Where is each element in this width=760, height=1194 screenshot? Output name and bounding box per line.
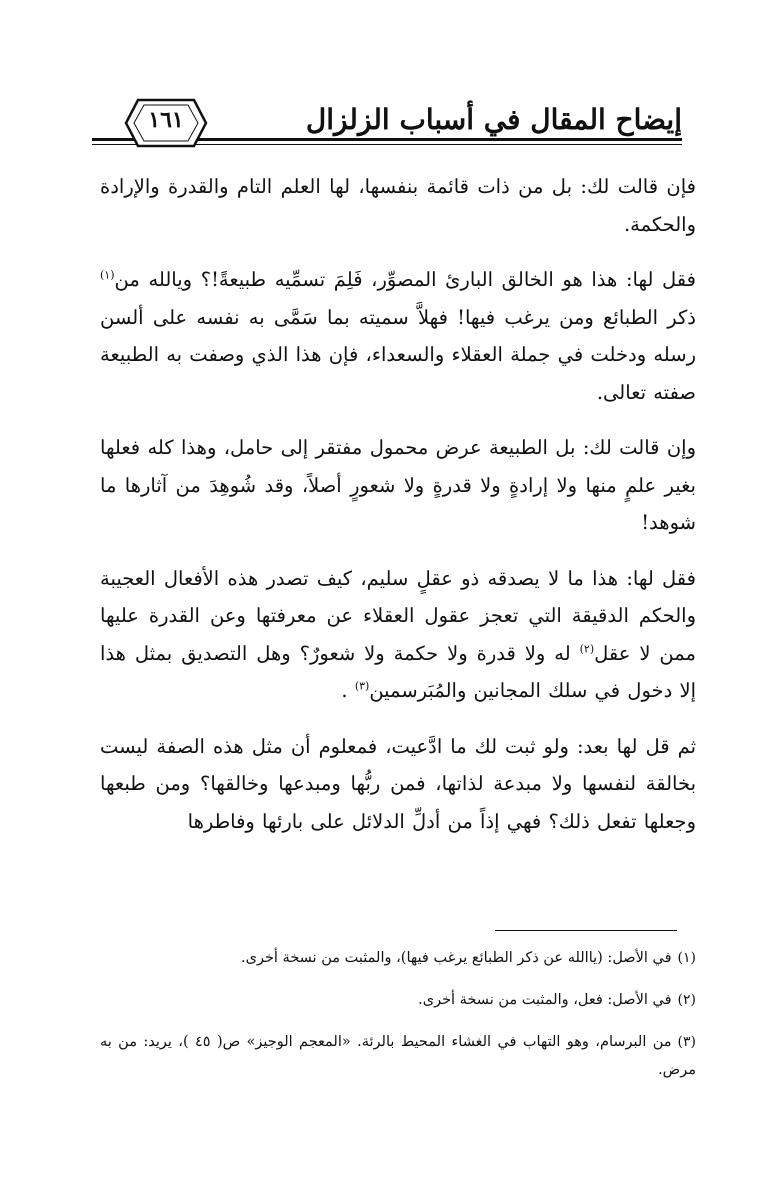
footnote-text: في الأصل: (ياالله عن ذكر الطبائع يرغب فيها)، والمثبت من نسخة أخرى. — [240, 950, 672, 966]
paragraph-4-text-b: له ولا قدرة ولا حكمة ولا شعورٌ؟ وهل التصديق بمثل هذا إلا دخول في سلك المجانين والمُبَرسمين — [100, 641, 696, 702]
page-number-badge — [120, 94, 212, 152]
footnote-2 — [100, 986, 696, 1014]
paragraph-2 — [100, 261, 696, 411]
page-number: ١٦١ — [148, 107, 184, 133]
running-title: إيضاح المقال في أسباب الزلزال — [305, 103, 682, 136]
paragraph-2-text-b: ذكر الطبائع ومن يرغب فيها! فهلاَّ سميته بما سَمَّى به نفسه على ألسن رسله ودخلت في جملة العقلاء والسعداء، فإن هذا الذي وصفت به الطبيعة صفته تعالى. — [100, 305, 696, 404]
paragraph-4-text-a: فقل لها: هذا ما لا يصدقه ذو عقلٍ سليم، كيف تصدر هذه الأفعال العجيبة والحكم الدقيقة التي تعجز عقول العقلاء عن معرفتها وعن القدرة عليها ممن لا عقل — [100, 566, 696, 665]
footnote-ref-1: (١) — [100, 268, 115, 282]
footnote-number: (٣) — [677, 1034, 696, 1050]
footnote-text: في الأصل: فعل، والمثبت من نسخة أخرى. — [418, 992, 672, 1008]
paragraph-3: وإن قالت لك: بل الطبيعة عرض محمول مفتقر إلى حامل، وهذا كله فعلها بغير علمٍ منها ولا إرادةٍ ولا قدرةٍ ولا شعورٍ أصلاً، وقد شُوهِدَ من آثارها ما شوهد! — [100, 436, 696, 534]
paragraph-4-text-c: . — [341, 679, 355, 702]
main-text — [100, 168, 696, 858]
paragraph-2-text-a: فقل لها: هذا هو الخالق البارئ المصوِّر، فَلِمَ تسمِّيه طبيعةً!؟ ويالله من — [114, 268, 696, 291]
page-header — [92, 92, 682, 152]
footnote-number: (٢) — [677, 992, 696, 1008]
footnote-ref-2: (٢) — [579, 642, 595, 655]
paragraph-5: ثم قل لها بعد: ولو ثبت لك ما ادَّعيت، فمعلوم أن مثل هذه الصفة ليست بخالقة لنفسها ولا مبدعة لذاتها، فمن ربُّها ومبدعها وخالقها؟ ومن طبعها وجعلها تفعل ذلك؟ فهي إذاً من أدلِّ الدلائل على بارئها وفاطرها — [100, 734, 696, 833]
footnote-number: (١) — [677, 950, 696, 966]
paragraph-1: فإن قالت لك: بل من ذات قائمة بنفسها، لها العلم التام والقدرة والإرادة والحكمة. — [100, 175, 696, 236]
footnote-1 — [100, 944, 696, 972]
paragraph-4 — [100, 560, 696, 710]
footnote-ref-3: (٣) — [354, 679, 370, 693]
footnote-text: من البرسام، وهو التهاب في الغشاء المحيط بالرئة. «المعجم الوجيز» ص( ٤٥ )، يريد: من به مرض. — [100, 1034, 696, 1078]
footnotes — [100, 944, 696, 1098]
footnote-separator — [495, 930, 677, 931]
footnote-3 — [100, 1028, 696, 1084]
